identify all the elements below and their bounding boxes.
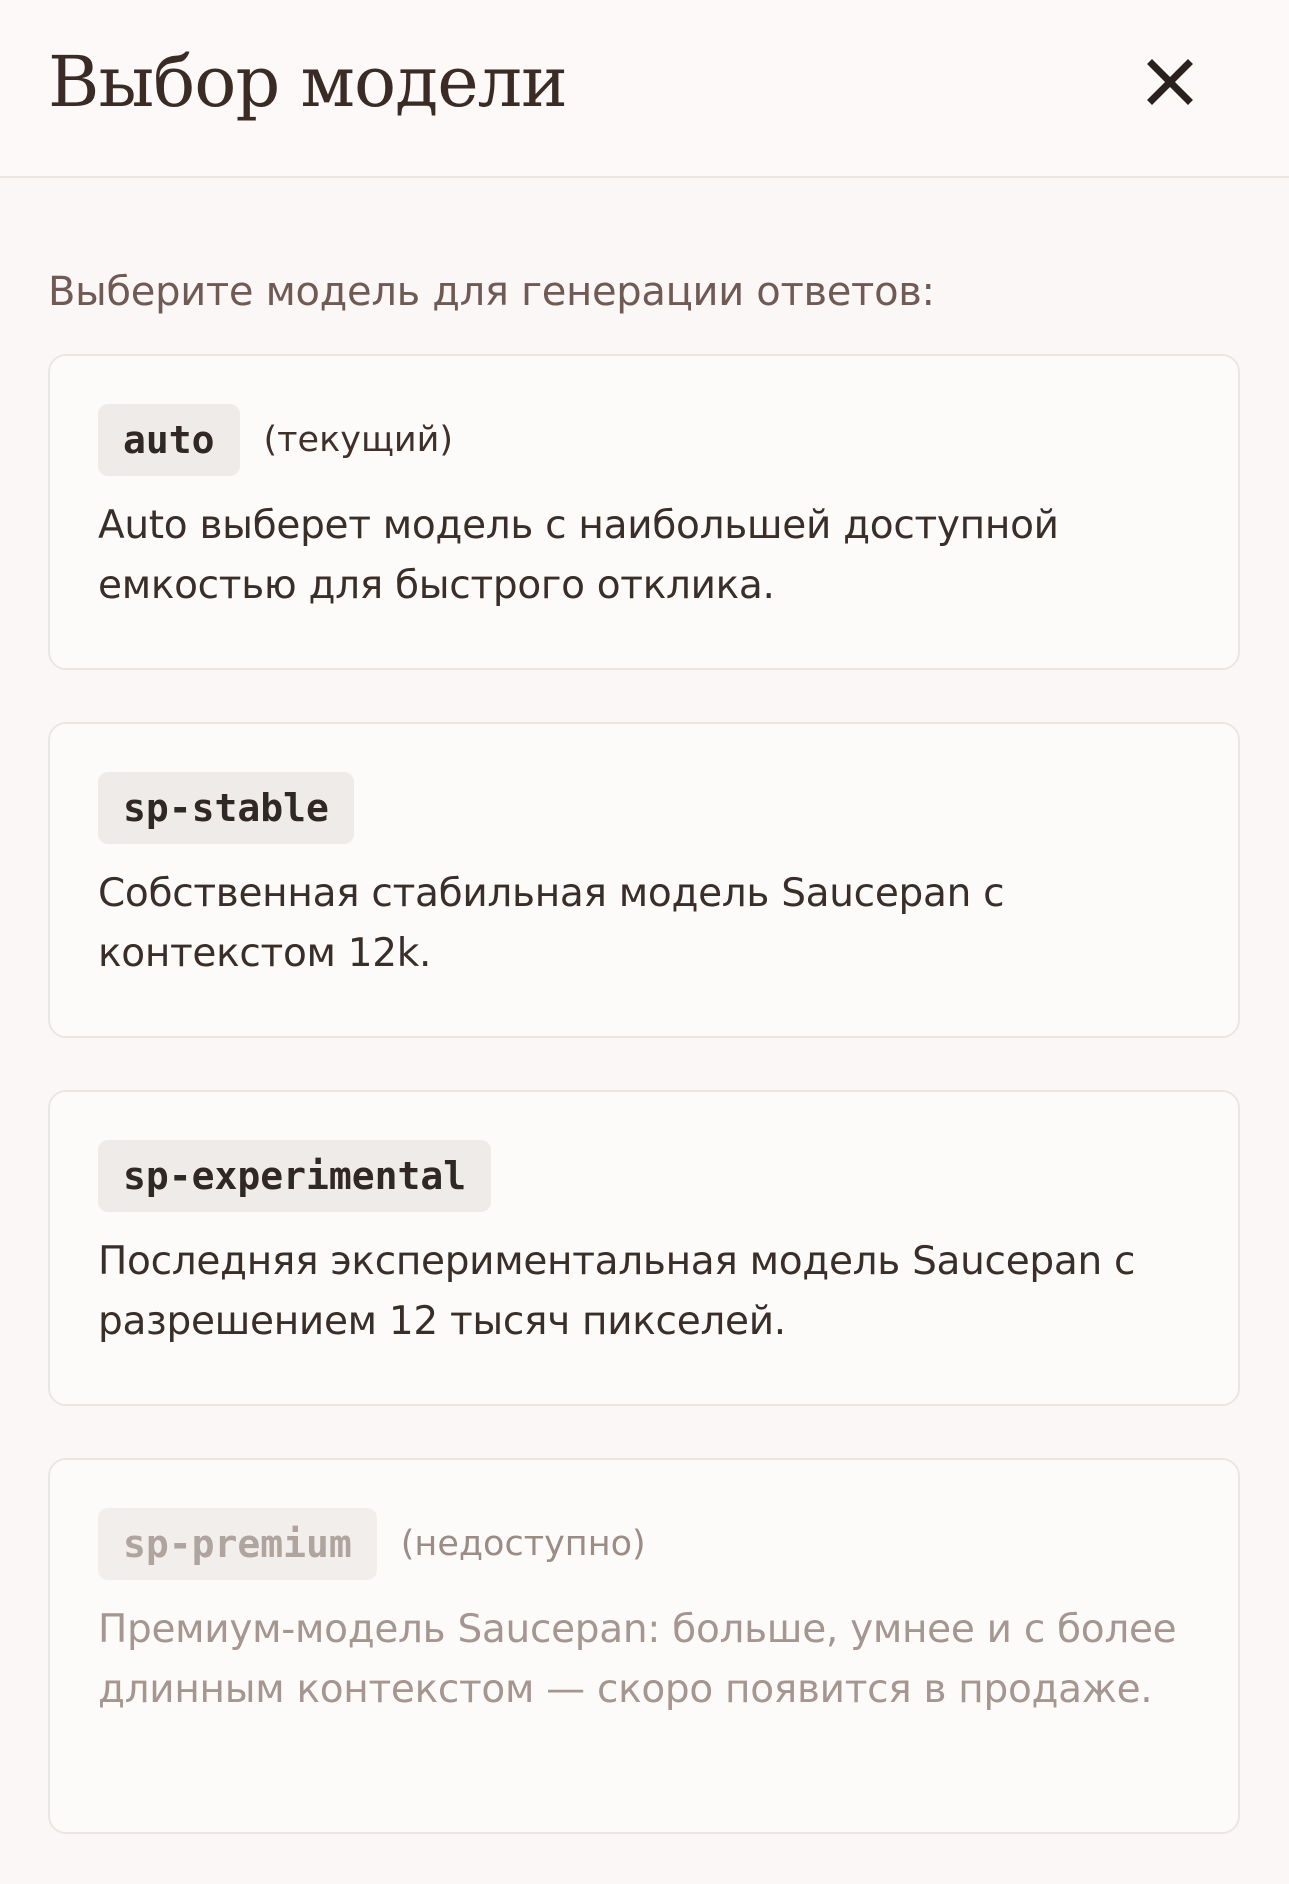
unavailable-tag: (недоступно) bbox=[400, 1524, 646, 1564]
option-header bbox=[98, 772, 1190, 844]
close-icon bbox=[1140, 52, 1200, 112]
model-description: Собственная стабильная модель Saucepan с контекстом 12k. bbox=[98, 871, 1005, 976]
close-button[interactable] bbox=[1140, 52, 1200, 112]
current-tag: (текущий) bbox=[263, 420, 454, 460]
model-option-sp-experimental[interactable] bbox=[48, 1090, 1240, 1406]
dialog-title: Выбор модели bbox=[48, 41, 567, 123]
option-header bbox=[98, 1140, 1190, 1212]
model-option-list bbox=[48, 354, 1241, 1834]
model-option-auto[interactable] bbox=[48, 354, 1240, 670]
model-option-sp-premium bbox=[48, 1458, 1240, 1834]
dialog-body bbox=[0, 178, 1289, 1834]
model-code: sp-premium bbox=[98, 1508, 377, 1580]
model-description: Auto выберет модель с наибольшей доступной емкостью для быстрого отклика. bbox=[98, 503, 1059, 608]
model-description: Последняя экспериментальная модель Saucepan с разрешением 12 тысяч пикселей. bbox=[98, 1239, 1136, 1344]
option-header bbox=[98, 1508, 1190, 1580]
dialog-subtitle: Выберите модель для генерации ответов: bbox=[48, 269, 935, 315]
model-code: auto bbox=[98, 404, 240, 476]
dialog-header bbox=[0, 0, 1289, 178]
model-option-sp-stable[interactable] bbox=[48, 722, 1240, 1038]
model-code: sp-experimental bbox=[98, 1140, 491, 1212]
model-code: sp-stable bbox=[98, 772, 354, 844]
model-description: Премиум-модель Saucepan: больше, умнее и с более длинным контекстом — скоро появится в продаже. bbox=[98, 1607, 1177, 1712]
option-header bbox=[98, 404, 1190, 476]
